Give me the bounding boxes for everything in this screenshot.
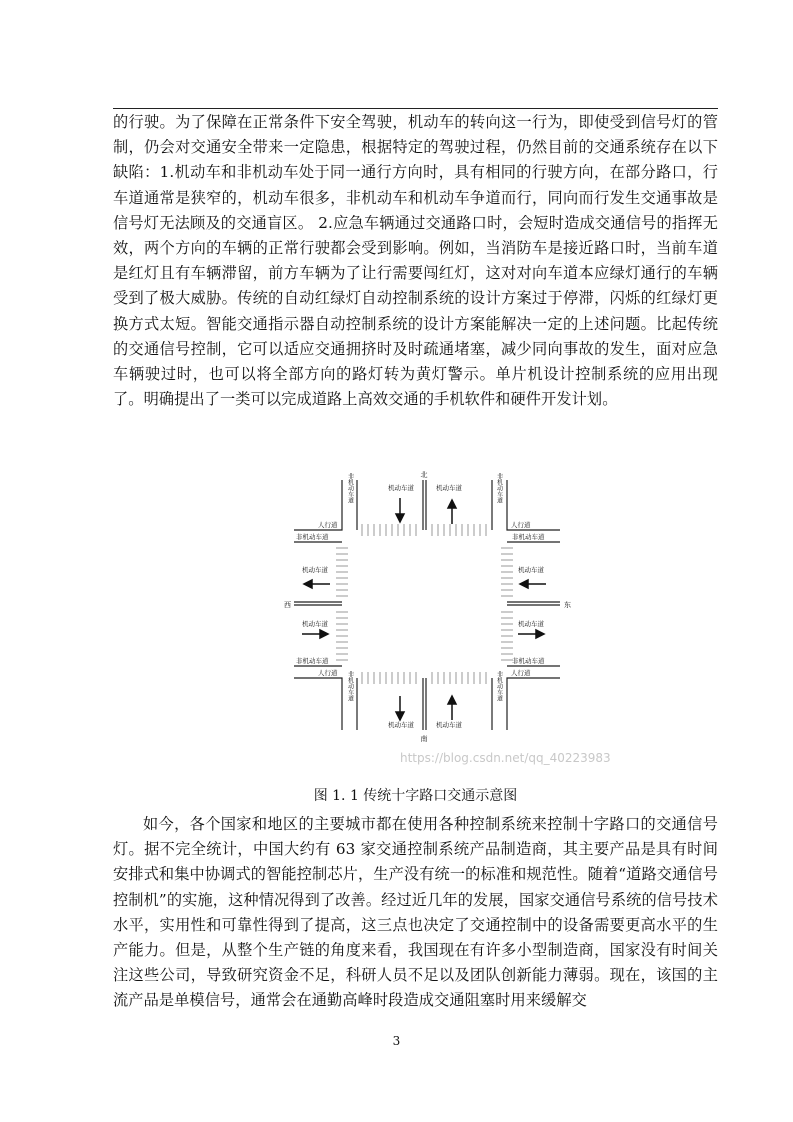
label-motor-w2: 机动车道 — [302, 620, 328, 628]
crosswalk-north — [362, 524, 486, 536]
label-sidewalk-ne: 人行道 — [511, 521, 531, 529]
arrow-east-left-icon — [520, 580, 546, 588]
label-motor-e1: 机动车道 — [518, 566, 544, 574]
label-motor-e2: 机动车道 — [518, 620, 544, 628]
crosswalk-south — [362, 672, 486, 684]
arrow-south-up-icon — [448, 696, 456, 720]
arrow-south-down-icon — [396, 696, 404, 720]
arrow-west-right-icon — [302, 630, 328, 638]
label-nonmotor-w1: 非机动车道 — [296, 533, 329, 541]
body-paragraph-2: 如今，各个国家和地区的主要城市都在使用各种控制系统来控制十字路口的交通信号灯。据不完全统计，中国大约有 63 家交通控制系统产品制造商，其主要产品是具有时间安排式和集中协调式的智能控制芯片，生产没有统一的标准和规范性。随着“道路交通信号控制机”的实施，这种情况得到了改善。经过近几年的发展，国家交通信号系统的信号技术水平，实用性和可靠性得到了提高，这三点也决定了交通控制中的设备需要更高水平的生产能力。但是，从整个生产链的角度来看，我国现在有许多小型制造商，国家没有时间关注这些公司，导致研究资金不足，科研人员不足以及团队创新能力薄弱。现在，该国的主流产品是单模信号，通常会在通勤高峰时段造成交通阻塞时用来缓解交 — [113, 815, 718, 1010]
label-sidewalk-nw: 人行道 — [318, 521, 338, 529]
se-corner — [507, 678, 560, 730]
arrow-north-up-icon — [448, 500, 456, 524]
label-nonmotor-e1: 非机动车道 — [512, 533, 545, 541]
label-north: 北 — [420, 471, 428, 479]
intersection-diagram — [282, 468, 572, 743]
label-nonmotor-e2: 非机动车道 — [512, 657, 545, 665]
arrow-west-left-icon — [304, 580, 330, 588]
header-rule — [113, 108, 718, 109]
label-motor-n2: 机动车道 — [436, 484, 462, 492]
label-motor-s1: 机动车道 — [388, 721, 414, 729]
label-nonmotor-nv1: 非机动车道 — [346, 473, 354, 503]
label-sidewalk-se: 人行道 — [511, 669, 531, 677]
label-nonmotor-w2: 非机动车道 — [296, 657, 329, 665]
body-paragraph-1: 的行驶。为了保障在正常条件下安全驾驶，机动车的转向这一行为，即使受到信号灯的管制，仍会对交通安全带来一定隐患，根据特定的驾驶过程，仍然目前的交通系统存在以下缺陷：1.机动车和非机动车处于同一通行方向时，具有相同的行驶方向，在部分路口，行车道通常是狭窄的，机动车很多，非机动车和机动车争道而行，同向而行发生交通事故是信号灯无法顾及的交通盲区。 2.应急车辆通过交通路口时，会短时造成交通信号的指挥无效，两个方向的车辆的正常行驶都会受到影响。例如，当消防车是接近路口时，当前车道是红灯且有车辆滞留，前方车辆为了让行需要闯红灯，这对对向车道本应绿灯通行的车辆受到了极大威胁。传统的自动红绿灯自动控制系统的设计方案过于停滞，闪烁的红绿灯更换方式太短。智能交通指示器自动控制系统的设计方案能解决一定的上述问题。比起传统的交通信号控制，它可以适应交通拥挤时及时疏通堵塞，减少同向事故的发生，面对应急车辆驶过时，也可以将全部方向的路灯转为黄灯警示。单片机设计控制系统的应用出现了。明确提出了一类可以完成道路上高效交通的手机软件和硬件开发计划。 — [113, 113, 718, 409]
crosswalk-west — [336, 548, 348, 660]
figure-caption: 图 1. 1 传统十字路口交通示意图 — [313, 788, 518, 804]
label-nonmotor-sv1: 非机动车道 — [346, 671, 354, 701]
label-west: 西 — [284, 601, 291, 609]
label-nonmotor-sv2: 非机动车道 — [495, 671, 503, 701]
label-east: 东 — [564, 601, 571, 609]
label-motor-n1: 机动车道 — [388, 484, 414, 492]
crosswalk-east — [501, 548, 513, 660]
sw-corner — [294, 678, 342, 730]
arrow-east-right-icon — [518, 630, 544, 638]
label-motor-s2: 机动车道 — [436, 721, 462, 729]
label-sidewalk-sw: 人行道 — [318, 669, 338, 677]
label-south: 南 — [420, 735, 428, 743]
page-number: 3 — [392, 1034, 401, 1048]
label-motor-w1: 机动车道 — [302, 566, 328, 574]
arrow-north-down-icon — [396, 498, 404, 522]
label-nonmotor-nv2: 非机动车道 — [495, 473, 503, 503]
watermark: https://blog.csdn.net/qq_40223983 — [400, 751, 611, 765]
